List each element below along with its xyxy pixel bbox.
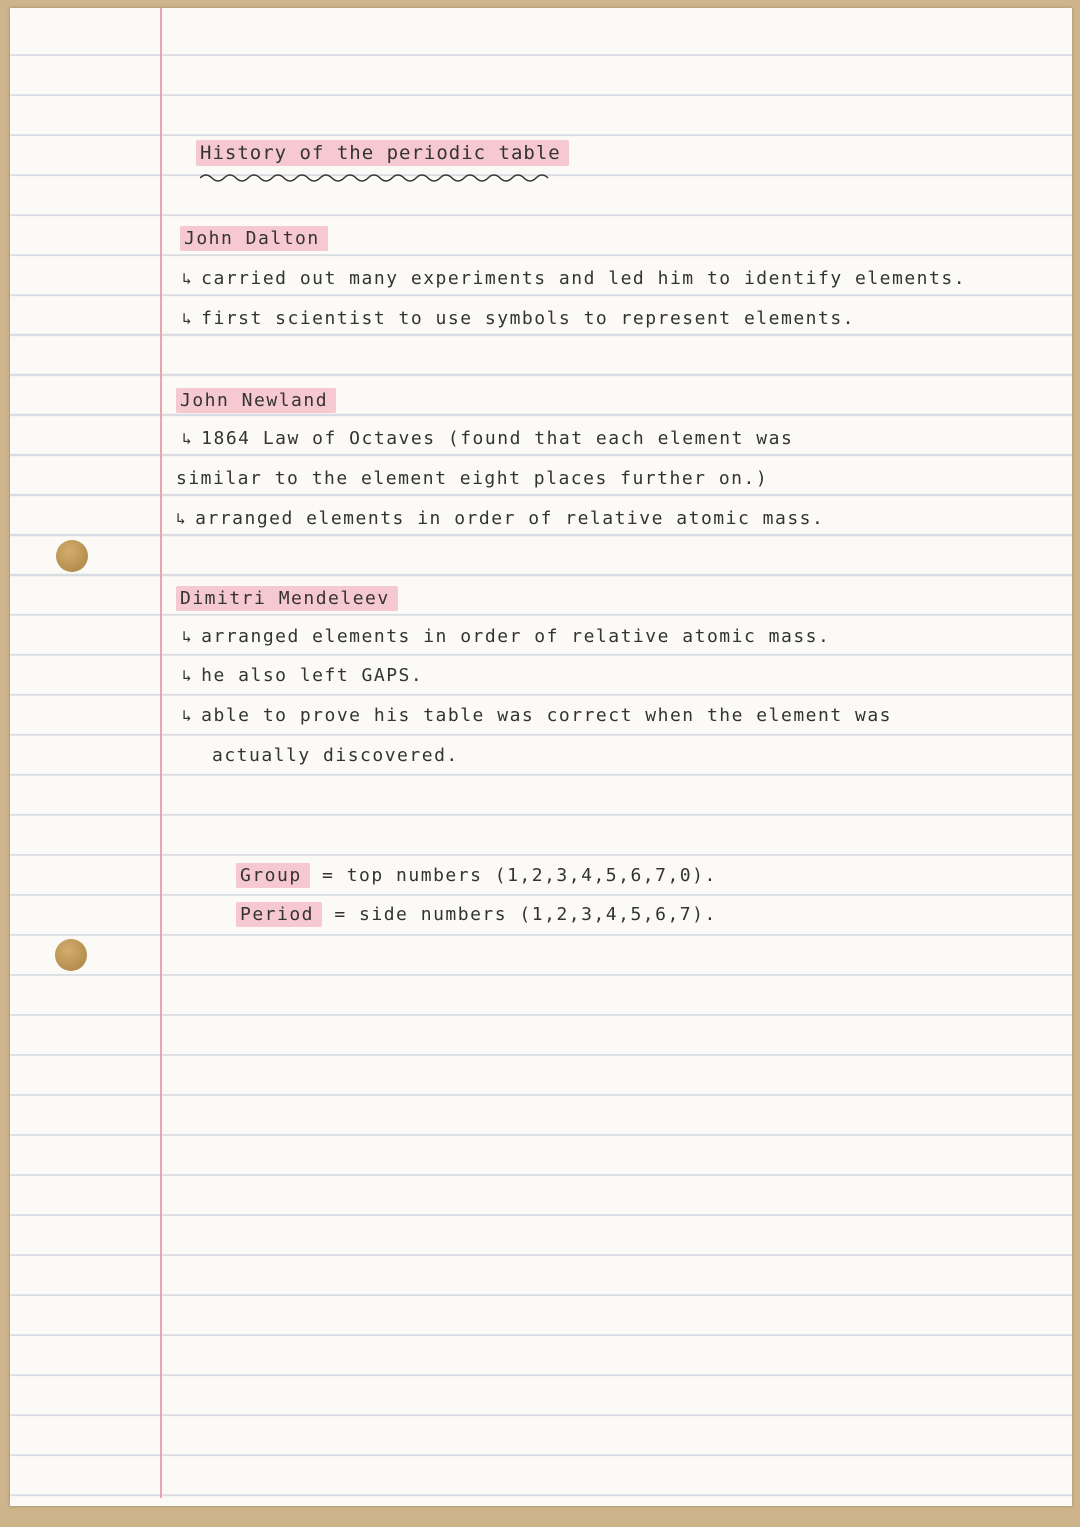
arrow-icon: ↳ bbox=[176, 509, 188, 528]
bullet-line: ↳ able to prove his table was correct when the element was bbox=[182, 705, 893, 726]
title-underline bbox=[200, 172, 555, 184]
page-title: History of the periodic table bbox=[196, 142, 569, 164]
definition-group: Group = top numbers (1,2,3,4,5,6,7,0). bbox=[236, 865, 717, 886]
punch-hole bbox=[56, 540, 88, 572]
continuation-line: actually discovered. bbox=[212, 745, 459, 766]
bullet-line: ↳ arranged elements in order of relative atomic mass. bbox=[182, 626, 831, 647]
arrow-icon: ↳ bbox=[182, 429, 194, 448]
bullet-line: ↳ he also left GAPS. bbox=[182, 665, 424, 686]
arrow-icon: ↳ bbox=[182, 666, 194, 685]
section-heading: John Dalton bbox=[180, 228, 328, 249]
definition-period: Period = side numbers (1,2,3,4,5,6,7). bbox=[236, 904, 717, 925]
arrow-icon: ↳ bbox=[182, 627, 194, 646]
notebook-page bbox=[10, 8, 1072, 1506]
bullet-line: ↳ carried out many experiments and led him to identify elements. bbox=[182, 268, 967, 289]
arrow-icon: ↳ bbox=[182, 269, 194, 288]
punch-hole bbox=[55, 939, 87, 971]
bullet-line: ↳ 1864 Law of Octaves (found that each element was bbox=[182, 428, 794, 449]
bullet-line: ↳ arranged elements in order of relative atomic mass. bbox=[176, 508, 825, 529]
arrow-icon: ↳ bbox=[182, 309, 194, 328]
section-heading: John Newland bbox=[176, 390, 336, 411]
section-heading: Dimitri Mendeleev bbox=[176, 588, 398, 609]
bullet-line: ↳ first scientist to use symbols to represent elements. bbox=[182, 308, 855, 329]
continuation-line: similar to the element eight places further on.) bbox=[176, 468, 769, 489]
arrow-icon: ↳ bbox=[182, 706, 194, 725]
margin-line bbox=[160, 8, 162, 1498]
